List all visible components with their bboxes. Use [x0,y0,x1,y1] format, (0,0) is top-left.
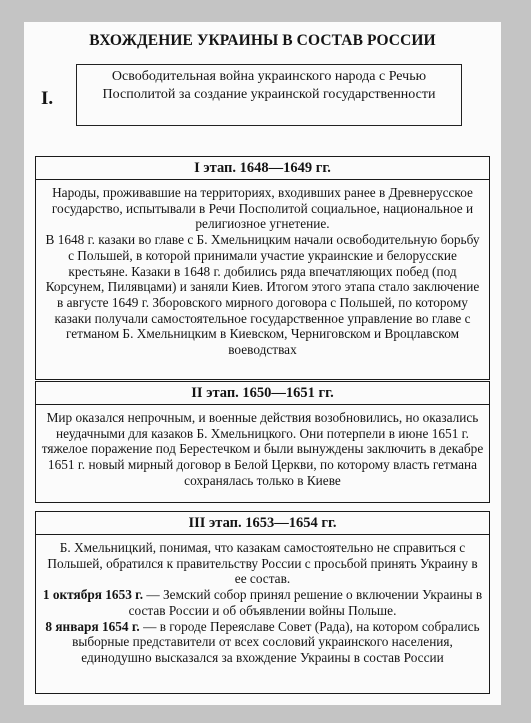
stage-2-box [35,381,490,503]
stage-3-date: 1 октября 1653 г. [42,587,144,603]
stage-3-entry-text: — Земский собор принял решение о включении Украины в состав России и об объявлении войны Польше. [128,587,483,618]
stage-3-body [36,538,489,666]
stage-3-paragraph: Б. Хмельницкий, понимая, что казакам самостоятельно не справиться с Польшей, обратился к правительству России с просьбой принять Украину в ее состав. [47,540,478,587]
stage-3-dated-entry [41,619,484,666]
stage-1-paragraph: В 1648 г. казаки во главе с Б. Хмельницким начали освободительную борьбу с Польшей, в которой принимали участие украинские и белорусские крестьяне. Казаки в 1648 г. добились ряда впечатляющих побед (под Корсунем, Пилявцами) и заняли Киев. Итогом этого этапа стало заключение в августе 1649 г. Зборовского мирного договора с Польшей, по которому казаки получали самостоятельное государственное управление во главе с гетманом Б. Хмельницким в Киевском, Черниговском и Вроцлавском воеводствах [45,232,480,358]
stage-1-paragraph: Народы, проживавшие на территориях, входивших ранее в Древнерусское государство, испытывали в Речи Посполитой социальное, национальное и религиозное угнетение. [51,185,474,232]
stage-3-box [35,511,490,694]
stage-1-body [36,183,489,358]
stage-2-paragraph: Мир оказался непрочным, и военные действия возобновились, но оказались неудачными для казаков Б. Хмельницкого. Они потерпели в июне 1651 г. тяжелое поражение под Берестечком и были вынуждены заключить в декабре 1651 г. новый мирный договор в Белой Церкви, по которому власть гетмана сохранялась только в Киеве [41,410,484,488]
stage-2-title: II этап. 1650—1651 гг. [36,382,489,405]
stage-3-entry-text: — в городе Переяславе Совет (Рада), на котором собрались выборные представители от всех сословий украинского населения, единодушно высказался за вхождение Украины в состав России [72,618,480,665]
stage-3-date: 8 января 1654 г. [45,618,140,634]
stage-1-box [35,156,490,380]
page-title: ВХОЖДЕНИЕ УКРАИНЫ В СОСТАВ РОССИИ [89,32,436,49]
stage-1-title: I этап. 1648—1649 гг. [36,157,489,180]
stage-2-body [36,408,489,489]
section-numeral: I. [41,88,54,109]
stage-3-dated-entry [41,587,484,618]
section-heading-text: Освободительная война украинского народа с Речью Посполитой за создание украинской государственности [102,69,436,102]
document-page [24,22,501,705]
stage-3-title: III этап. 1653—1654 гг. [36,512,489,535]
section-heading-box [76,64,462,126]
